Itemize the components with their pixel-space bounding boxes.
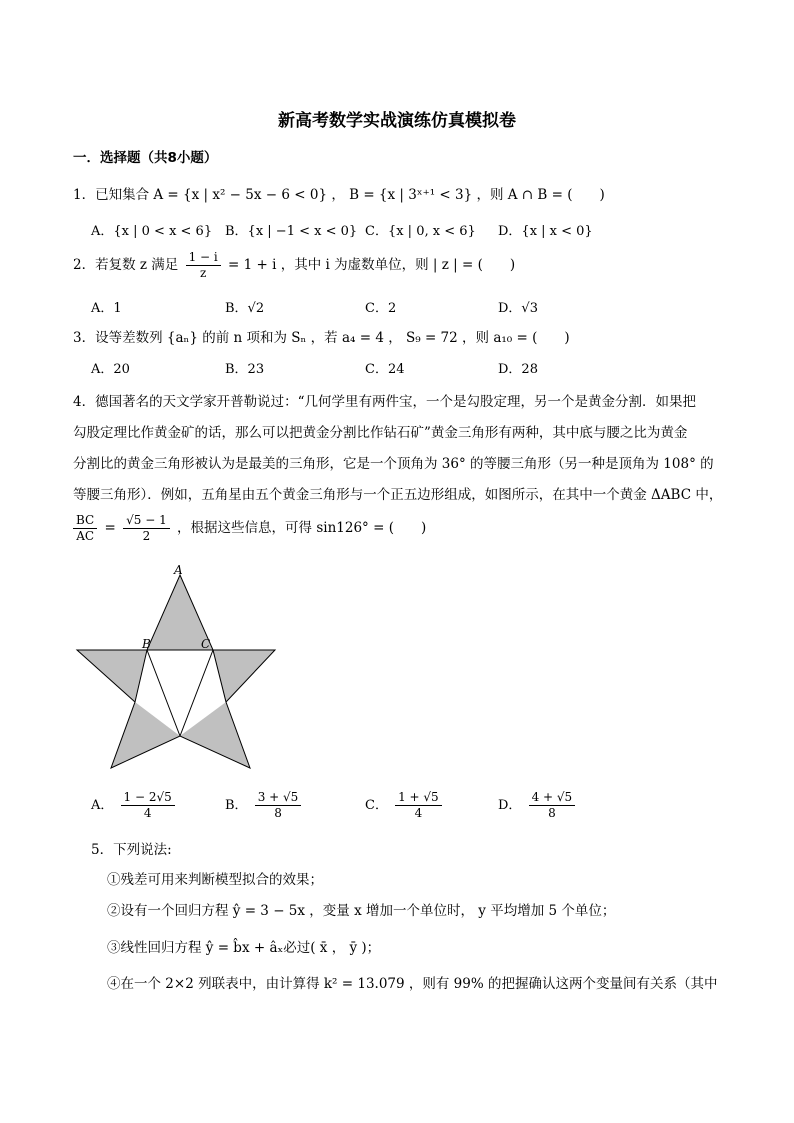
q5-stem: 5．下列说法:	[91, 842, 172, 858]
q3-option-c: C．24	[365, 362, 405, 377]
star-label-c: C	[201, 637, 211, 651]
star-bottom-right-leg	[180, 702, 250, 768]
q4-option-a: A． $\frac{1 - 2√5}{4}$	[91, 790, 178, 821]
q2-frac-num: 1 − i	[186, 250, 221, 266]
q3-option-d: D．28	[498, 362, 538, 377]
star-label-a: A	[174, 563, 183, 577]
q4-line-3: 分割比的黄金三角形被认为是最美的三角形，它是一个顶角为 36° 的等腰三角形（另一种是顶角为 108° 的	[73, 456, 714, 472]
q5-item-1: ①残差可用来判断模型拟合的效果；	[107, 872, 323, 888]
q2-option-d: D．√3	[498, 301, 538, 316]
q4-option-c: C． $\frac{1 + √5}{4}$	[365, 790, 445, 821]
q1-option-d: D．{x | x < 0}	[498, 224, 593, 239]
q3-option-a: A．20	[91, 362, 130, 377]
q2-stem-a: 2．若复数 z 满足	[73, 257, 179, 273]
q4-line-5: $\frac{BC}{AC}$ = $\frac{√5 - 1}{2}$ ，根据这些信息，可得 sin126° = ( )	[73, 513, 426, 544]
q3-stem: 3．设等差数列 {aₙ} 的前 n 项和为 Sₙ ，若 a₄ = 4 ， S₉ = 72 ，则 a₁₀ = ( )	[73, 330, 570, 346]
q1-stem: 1．已知集合 A = {x | x² − 5x − 6 < 0} ， B = {x | 3ˣ⁺¹ < 3} ，则 A ∩ B = ( )	[73, 187, 605, 203]
q1-option-c: C．{x | 0‚ x < 6}	[365, 224, 476, 239]
q2-stem	[73, 250, 515, 281]
q2-frac-den: z	[200, 266, 207, 280]
q4-line-4: 等腰三角形）．例如，五角星由五个黄金三角形与一个正五边形组成，如图所示，在其中一个黄金 ΔABC 中，	[73, 487, 723, 503]
q5-item-4: ④在一个 2×2 列联表中，由计算得 k² = 13.079 ，则有 99% 的把握确认这两个变量间有关系（其中	[107, 976, 718, 992]
q1-option-b: B．{x | −1 < x < 0}	[225, 224, 358, 239]
q4-ratio-fraction	[73, 513, 97, 544]
q1-option-a: A．{x | 0 < x < 6}	[91, 224, 213, 239]
q4-line-5-text: ，根据这些信息，可得 sin126° = ( )	[177, 520, 427, 536]
star-bottom-left-leg	[111, 702, 180, 768]
section-heading: 一．选择题（共8小题）	[73, 150, 218, 166]
q2-stem-b: = 1 + i ，其中 i 为虚数单位，则 | z | = ( )	[228, 257, 516, 273]
star-label-b: B	[142, 637, 151, 651]
q4-golden-fraction	[123, 513, 170, 544]
q4-line-2: 勾股定理比作黄金矿的话，那么可以把黄金分割比作钻石矿”黄金三角形有两种，其中底与腰之比为黄金	[73, 425, 688, 441]
q2-option-c: C．2	[365, 301, 397, 316]
q2-option-a: A．1	[91, 301, 122, 316]
q4-ratio-den: AC	[76, 529, 95, 543]
q4-line-1: 4．德国著名的天文学家开普勒说过：“几何学里有两件宝，一个是勾股定理，另一个是黄金分割．如果把	[73, 394, 696, 410]
q5-item-2: ②设有一个回归方程 ŷ = 3 − 5x ，变量 x 增加一个单位时， y 平均增加 5 个单位；	[107, 903, 616, 919]
q2-fraction	[186, 250, 221, 281]
page-title: 新高考数学实战演练仿真模拟卷	[278, 111, 516, 131]
q4-option-d: D． $\frac{4 + √5}{8}$	[498, 790, 578, 821]
q2-option-b: B．√2	[225, 301, 265, 316]
q4-golden-num: √5 − 1	[123, 513, 170, 529]
q3-option-b: B．23	[225, 362, 265, 377]
q4-option-b: B． $\frac{3 + √5}{8}$	[225, 790, 304, 821]
pentagram-figure	[70, 560, 280, 775]
star-right-arm	[213, 650, 275, 702]
q4-golden-den: 2	[142, 529, 151, 543]
q4-ratio-num: BC	[73, 513, 97, 529]
q5-item-3: ③线性回归方程 ŷ = b̂x + âₓ必过( x̄ ， ȳ )；	[107, 940, 381, 956]
